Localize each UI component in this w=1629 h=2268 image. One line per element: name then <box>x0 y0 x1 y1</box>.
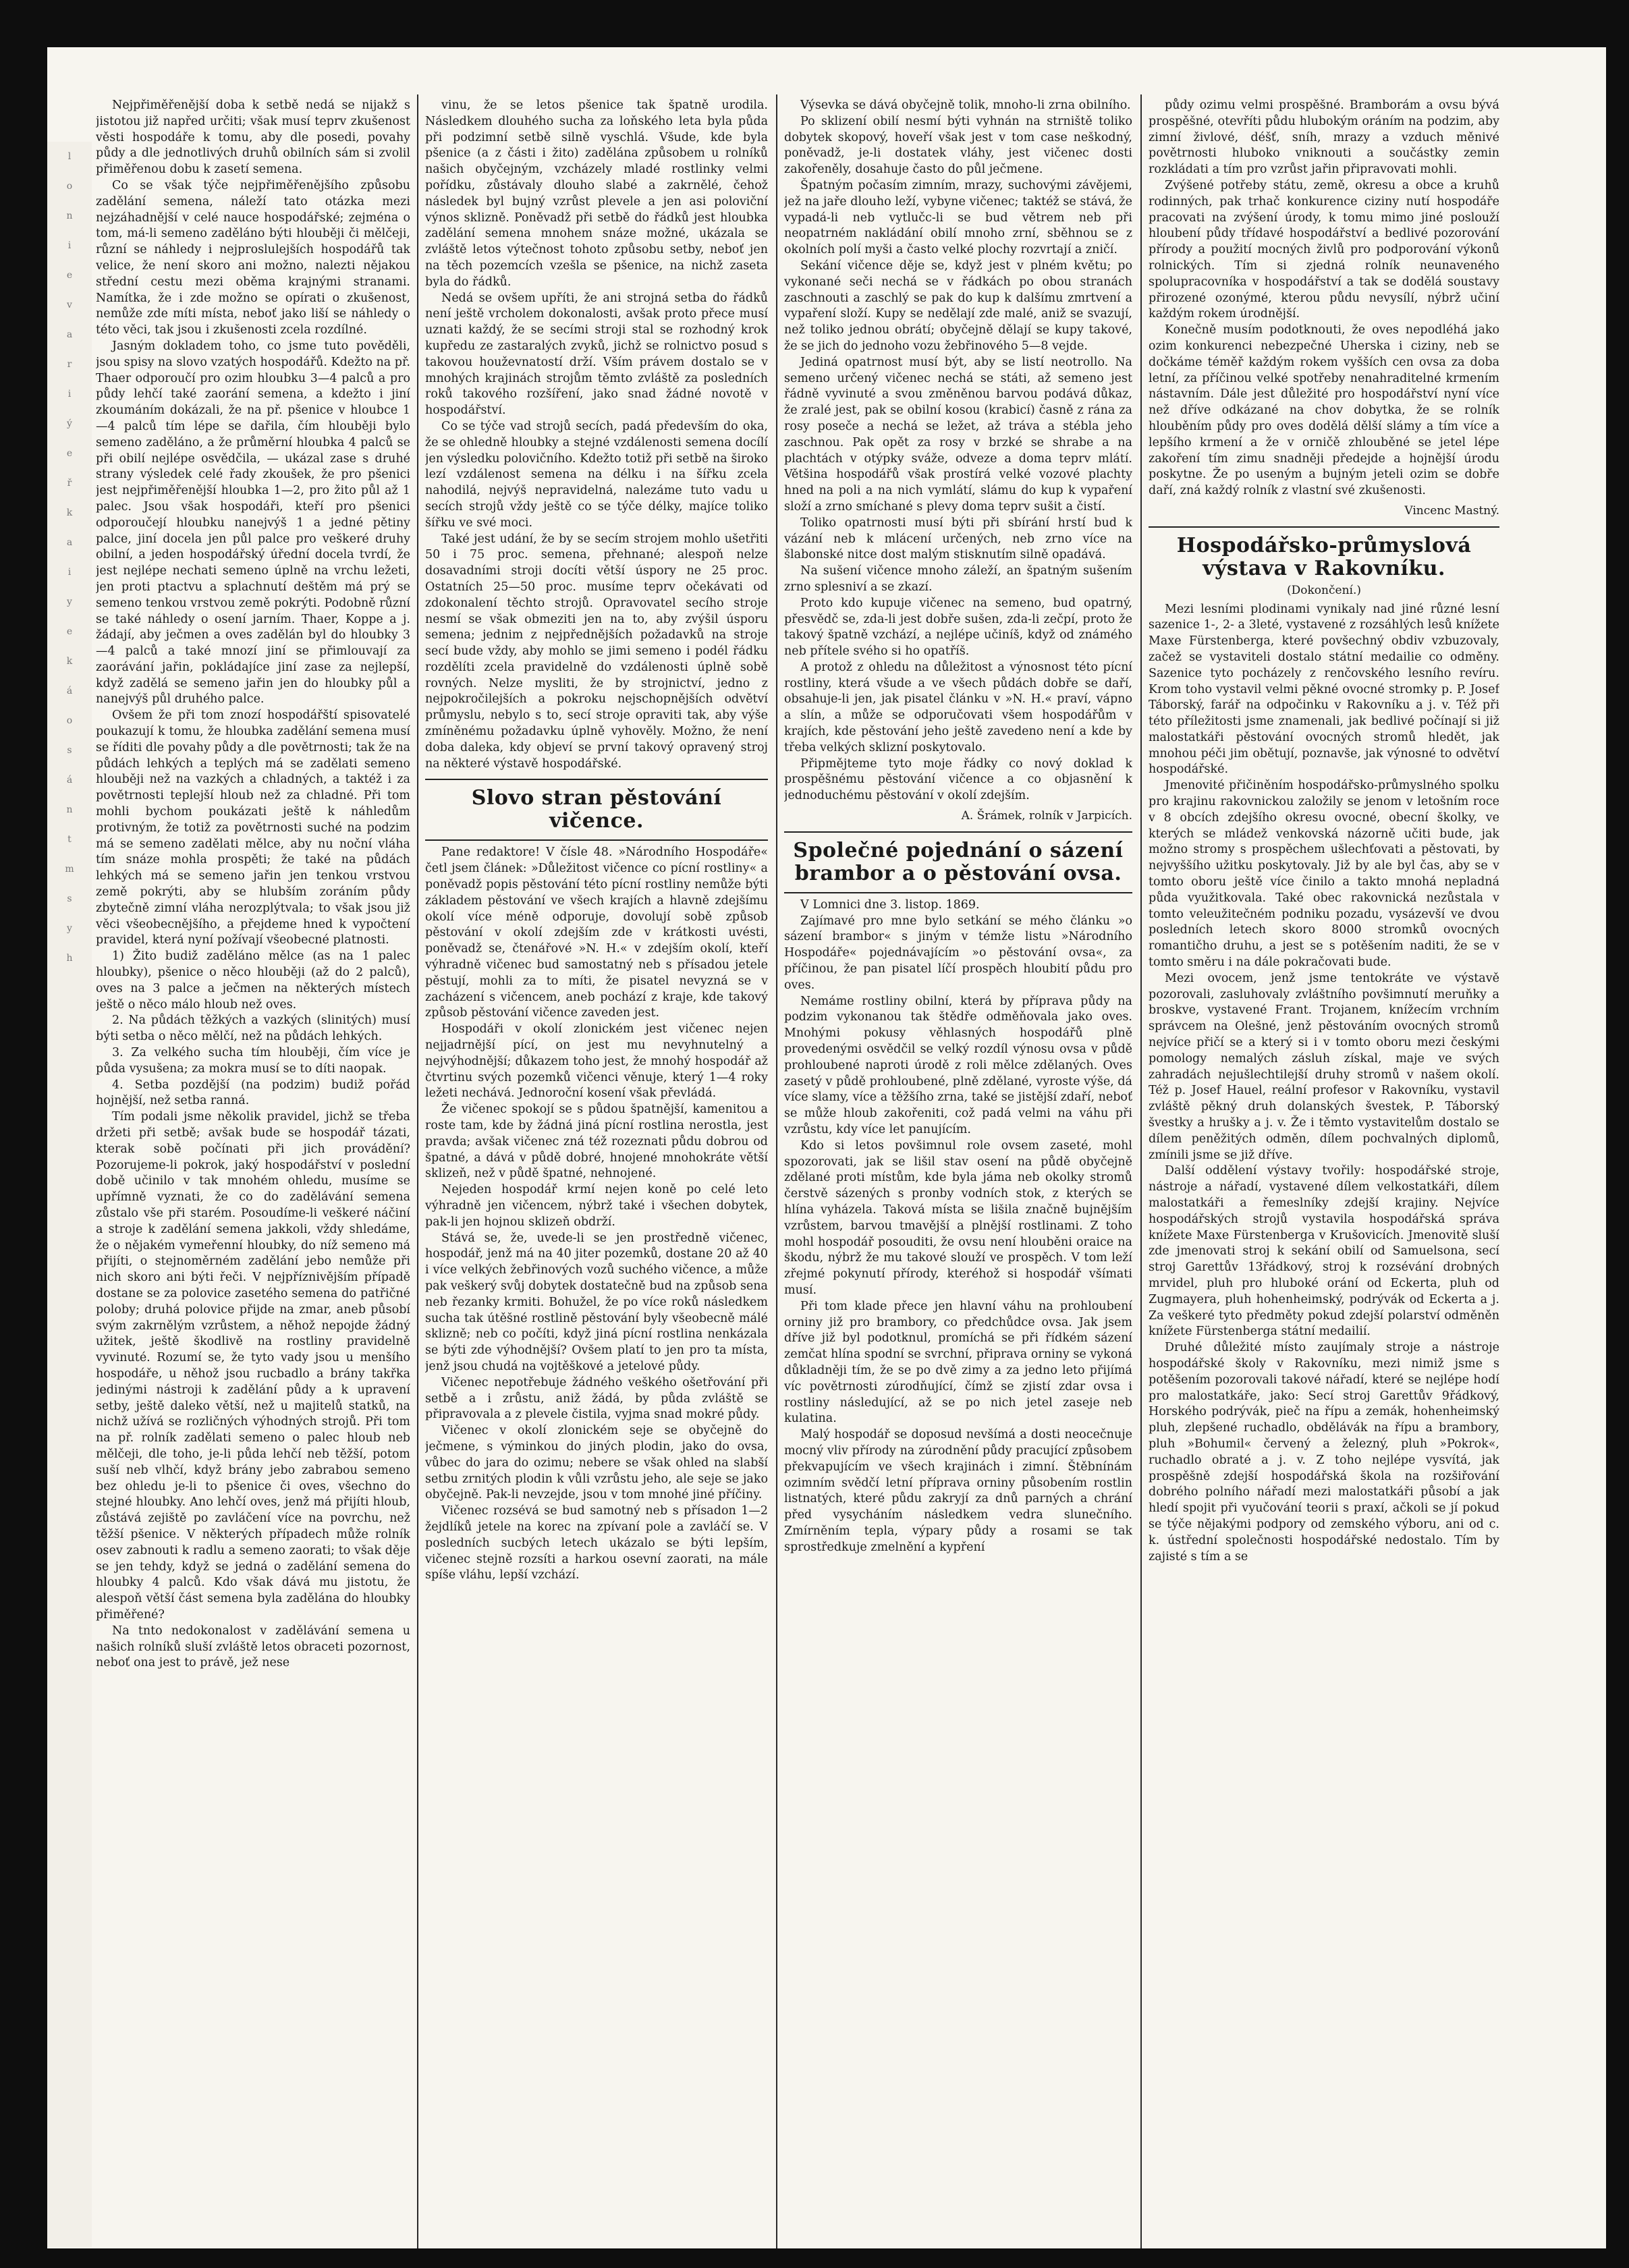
edge-letter: e <box>66 626 73 637</box>
paragraph: Na sušení vičence mnoho záleží, an špatným sušením zrno splesniví a se zkazí. <box>784 564 1132 594</box>
col3-body-2 <box>784 914 1132 1556</box>
newspaper-page <box>47 47 1606 2248</box>
dateline: V Lomnici dne 3. listop. 1869. <box>800 897 980 912</box>
paragraph: Zajímavé pro mne bylo setkání se mého článku »o sázení brambor« s jiným v témže listu »Národního Hospodáře« pojednávajícím »o pěstování ovsa«, za příčinou, že pan pisatel líčí prospěch hloubití půdu pro oves. <box>784 914 1132 992</box>
paragraph: Zvýšené potřeby státu, země, okresu a obce a kruhů rodinných, pak trhač konkurence ciziny nutí hospodáře pracovati na zvýšení úrody, k tomu mimo jiné poslouží hloubení půdy třídavé hospodářství a bedlivé pozorování přírody a použití mocných živlů pro podporování výkonů rolnických. Tím si zjedná rolník neunaveného spolupracovníka v hospodářství a tak se dodělá soustavy přirozené ozonýmé, kterou půdu nevysílí, nýbrž učiní každým rokem úrodnější. <box>1149 178 1499 321</box>
paragraph: Druhé důležité místo zaujímaly stroje a nástroje hospodářské školy v Rakovníku, mezi nimiž jsme s potěšením pozorovali takové nářadí, které se nejlépe hodí pro malostatkáře, jako: Secí stroj Garettův 9řádkový, Horského podrývák, pieč na řípu a zemák, hohenheimský pluh, zlepšené ruchadlo, obdělávák na řípu a brambory, pluh »Bohumil« červený a železný, pluh »Pokrok«, ruchadlo obraté a j. v. Z toho nejlépe vysvítá, jak prospěšně zdejší hospodářská škola na rozšiřování dobrého polního nářadí mezi malostatkáři působí a jak hledí spojit při vyučování teorii s praxí, ačkoli se jí pokud se týče nějakými podpory od zemského výboru, ani od c. k. ústřední společnosti hospodářské nedostalo. Tím by zajisté s tím a se <box>1149 1341 1499 1564</box>
paragraph: Nejeden hospodář krmí nejen koně po celé leto výhradně jen vičencem, nýbrž také i všechen dobytek, pak-li jen hojnou sklizeň obdrží. <box>425 1183 768 1229</box>
paragraph: 2. Na půdách těžkých a vazkých (slinitých) musí býti setba o něco mělčí, než na půdách lehkých. <box>96 1014 410 1044</box>
paragraph: Nejpřiměřenější doba k setbě nedá se nijakž s jistotou již napřed určiti; však musí teprv zkušenost věsti hospodáře k tomu, aby dle posedi, povahy půdy a dle jednotlivých druhů obilních sám si zvolil přiměřenou dobu k zasetí semena. <box>96 99 410 177</box>
paragraph: 3. Za velkého sucha tím hlouběji, čím více je půda vysušena; za mokra musí se to díti naopak. <box>96 1046 410 1076</box>
headline-rule <box>784 892 1132 893</box>
edge-letter: n <box>66 211 73 221</box>
paragraph: Jasným dokladem toho, co jsme tuto pověděli, jsou spisy na slovo vzatých hospodářů. Kdežto na př. Thaer odporoučí pro ozim hloubku 3—4 palců a pro půdy lehčí také zaorání semena, a kdežto i jiní zkoumáním dokázali, že na př. pšenice v hloubce 1—4 palců tím lépe se dařila, čím hlouběji bylo semeno zaděláno, a že průměrní hloubka 4 palců se při obilí nejlépe osvědčila, — ukázal zase s druhé strany výsledek celé řady zkoušek, že pro pšenici jest nejpřiměřenější hloubka 1—2, pro žito půl až 1 palec. Jsou však hospodáři, kteří pro pšenici odporoučejí hloubku nanejvýš 1 a jedné pětiny palce, jiní docela jen půl palce pro veškeré druhy obilní, a jeden hospodářský úřední docela tvrdí, že jest nejlépe nechati semeno úplně na vrchu ležeti, jen proti ptactvu a splachnutí deštěm má prý se semeno tenkou vrstvou země pokrýti. Podobně různí se také náhledy o osení jarním. Thaer, Koppe a j. žádají, aby ječmen a oves zadělán byl do hloubky 3—4 palců a také mnozí jiní se přimlouvají za zaorávání jařin, pokládajíce jiní zase za nejlepší, když zadělá se semeno jařin jen do hloubky půl a nanejvýš půl druhého palce. <box>96 339 410 707</box>
col4-body-2 <box>1149 602 1499 1566</box>
paragraph: A protož z ohledu na důležitost a výnosnost této pícní rostliny, která všude a ve všech půdách dobře se daří, obsahuje-li jen, jak pisatel článku v »N. H.« praví, vápno a slín, a může se odporučovati všem hospodářům v krajích, kde pěstování jeho ještě zavedeno není a kde by třeba velkých sklizní poskytovalo. <box>784 660 1132 754</box>
edge-letter: á <box>66 686 73 696</box>
edge-letter: ř <box>67 478 72 489</box>
headline-rule <box>784 831 1132 833</box>
paragraph: vinu, že se letos pšenice tak špatně urodila. Následkem dlouhého sucha za loňského leta byla půda při podzimní setbě silně vyschlá. Všude, kde byla pšenice (a z části i žito) zadělána způsobem u rolníků našich obyčejným, vzcházely mladé rostlinky velmi pořídku, zůstávaly dlouho slabé a zakrnělé, čehož následek byl bujný vzrůst plevele a jen asi poloviční výnos sklizně. Poněvadž při setbě do řádků jest hloubka zadělání semena mnohem snáze možné, ukázala se zvláště letos výtečnost tohoto způsobu setby, neboť jen na těch pozemcích vzešla se pšenice, na nichž zaseta byla do řádků. <box>425 99 768 289</box>
paragraph: půdy ozimu velmi prospěšné. Bramborám a ovsu bývá prospěšné, otevříti půdu hlubokým oráním na podzim, aby zimní živlové, déšť, sníh, mrazy a vzduch měnivé povětrnosti hluboko vniknouti a součástky zemin rozkládati a tím pro vzrůst jařin připravovati mohli. <box>1149 99 1499 177</box>
edge-letter: i <box>67 567 72 578</box>
headline-rule <box>425 779 768 780</box>
paragraph: Špatným počasím zimním, mrazy, suchovými závějemi, jež na jaře dlouho leží, vybyne vičenec; taktéž se stává, že vypadá-li neb vytlučc-li se bud větrem neb při neopatrném nakládání obilí mnoho zrní, sběhnou se z okolních polí myši a často velké plochy rozvrtají a zničí. <box>784 178 1132 257</box>
paragraph: Po sklizení obilí nesmí býti vyhnán na strniště toliko dobytek skopový, hoveří však jest v tom case neškodný, poněvadž, je-li dostatek vláhy, jest vičenec dosti zakořeněly, dosahuje často do půl ječmene. <box>784 114 1132 177</box>
article-signature: A. Šrámek, rolník v Jarpicích. <box>961 809 1132 823</box>
column-4 <box>1149 98 1499 2248</box>
paragraph: Malý hospodář se doposud nevšímá a dosti neocečnuje mocný vliv přírody na zúrodnění půdy pracující způsobem překvapujícím ve všech krajinách i zimní. Štěbnínám ozimním svědčí letní příprava orniny působením rostlin listnatých, které půdu zakryjí za dnů parných a chrání před vysycháním následkem vedra slunečního. Zmírněním tepla, výpary půdy a rosami se tak sprostředkuje zmelnění a kypření <box>784 1428 1132 1554</box>
headline-rule <box>425 839 768 841</box>
column-3 <box>784 98 1132 2248</box>
article-headline-brambory: Společné pojednání o sázení brambor a o pěstování ovsa. <box>793 838 1124 885</box>
paragraph: 4. Setba pozdější (na podzim) budiž pořád hojnější, než setba ranná. <box>96 1078 410 1108</box>
col2-body-2 <box>425 845 768 1584</box>
paragraph: Při tom klade přece jen hlavní váhu na prohloubení orniny již pro brambory, co předchůdce ovsa. Jak jsem dříve již byl podotknul, promíchá se při řídkém sázení zemčat hlína spodní se svrchní, připrava orniny se vykoná důkladněji tím, že se po dvě zimy a za jedno leto přijímá víc povětrnosti zúrodňující, čímž se zjistí zdar ovsa i rostliny následující, až se po nich jetel zaseje neb kulatina. <box>784 1299 1132 1426</box>
article-signature: Vincenc Mastný. <box>1404 503 1499 518</box>
edge-letter: a <box>66 537 73 548</box>
edge-letter: ý <box>67 418 72 429</box>
paragraph: Pane redaktore! V čísle 48. »Národního Hospodáře« četl jsem článek: »Důležitost vičence co pícní rostliny« a poněvadž popis pěstování této pícní rostliny nemůže býti základem pěstování ve všech krajích a hlavně zdejšímu okolí více méně odporuje, dovolují sobě způsob pěstování v okolí zdejším zde v krátkosti uvésti, poněvadž se, čtenářové »N. H.« v zdejším okolí, kteří výhradně vičenec bud samostatný neb s přísadou jetele pěstují, mohli za to míti, že pisatel nevyzná se v zacházení s vičencem, aneb pochází z kraje, kde takový způsob pěstování vičence zaveden jest. <box>425 846 768 1020</box>
edge-letter: k <box>66 507 73 518</box>
paragraph: Další oddělení výstavy tvořily: hospodářské stroje, nástroje a nářadí, vystavené dílem velkostatkáři, dílem malostatkáři a řemeslníky zdejší krajiny. Nejvíce hospodářských strojů vystavila hospodářská správa knížete Maxe Fürstenberga v Krušovicích. Jmenovitě sluší zde jmenovati stroj k sekání obilí od Samuelsona, secí stroj Garettův 13řádkový, stroj k rozsévání drobných mrvidel, pluh pro hluboké orání od Eckerta, pluh od Zugmayera, pluh hohenheimský, podrývák od Eckerta a j. Za veškeré tyto předměty pokud zdejší polarství odměněn knížete Fürstenberga státní medailií. <box>1149 1164 1499 1339</box>
edge-letter: k <box>66 656 73 667</box>
edge-letter: i <box>67 240 72 251</box>
col2-body <box>425 98 768 772</box>
edge-letter: e <box>66 448 73 459</box>
paragraph: Připmějteme tyto moje řádky co nový doklad k prospěšnému pěstování vičence a co objasnění k jednoduchému pěstování v okolí zdejším. <box>784 756 1132 803</box>
column-1 <box>96 98 410 2248</box>
col1-body-2 <box>96 1109 410 1671</box>
paragraph: Na tnto nedokonalost v zadělávání semena u našich rolníků sluší zvláště letos obraceti pozornost, neboť ona jest to právě, jež nese <box>96 1624 410 1670</box>
edge-letter: á <box>66 775 73 785</box>
paragraph: Mezi ovocem, jenž jsme tentokráte ve výstavě pozorovali, zasluhovaly zvláštního povšimnutí meruňky a broskve, vystavené Frant. Trojanem, knížecím vrchním správcem na Olešné, jenž pěstováním ovocných stromů nejvíce přičí se a který si i v tomto oboru mezi českými pomology nemalých zásluh získal, maje ve svých zahradách nejušlechtilejší druhy stromů v našem okolí. Též p. Josef Hauel, reální profesor v Rakovníku, vystavil zvláště pěkný druh dolanských švestek, P. Táborský švestky a hrušky a j. v. Že i těmto vystavitelům dostalo se dílem peněžitých odměn, dílem pochvalných diplomů, zmínili jsme se již dříve. <box>1149 971 1499 1162</box>
paragraph: Ovšem že při tom znozí hospodářští spisovatelé poukazují k tomu, že hloubka zadělání semena musí se říditi dle povahy půdy a dle povětrnosti; tak že na půdách lehkých a teplých má se zadělati semeno hlouběji než na vazkých a chladných, a taktéž i za povětrnosti teplejší hloub než za chladné. Při tom mohli bychom poukázati ještě k náhledům protivným, že totiž za povětrnosti suché na podzim má se semeno zadělati mělce, aby nu noční vláha tím snáze mohla prospěti; že také na půdách lehkých má se semeno jařin jen tenkou vrstvou země pokrýti, aby se hlubším zoráním půdy zbytečně zimní vláha nerozplýtvala; to však jsou již věci všeobecnějšího, a přejdeme hned k vypočtení pravidel, která nyní požívají všeobecné platnosti. <box>96 709 410 947</box>
edge-letter: v <box>67 300 72 310</box>
edge-letter: y <box>67 597 72 607</box>
edge-letter: n <box>66 804 73 815</box>
paragraph: 1) Žito budiž zaděláno mělce (as na 1 palec hloubky), pšenice o něco hlouběji (až do 2 palců), oves na 3 palce a ječmen na některých místech ještě o něco málo hloub než oves. <box>96 949 410 1012</box>
col1-rules <box>96 949 410 1109</box>
paragraph: Vičenec rozsévá se bud samotný neb s přísadon 1—2 žejdlíků jetele na korec na zpívaní pole a zavláčí se. V posledních sucbých letech ukázalo se býti lepším, vičenec stejně rozsíti a harkou osevní zaorati, na mále spíše vláhu, lepší vzchází. <box>425 1504 768 1582</box>
paragraph: Proto kdo kupuje vičenec na semeno, bud opatrný, přesvědč se, zda-li jest dobře sušen, zda-li zečpí, proto že takový špatně vzchází, a nejlépe učiníš, když od známého neb přítele svého si ho opatříš. <box>784 596 1132 659</box>
paragraph: Nemáme rostliny obilní, která by příprava půdy na podzim vykonanou tak štědře odměňovala jako oves. Mnohými pokusy věhlasných hospodářů plně provedenými osvědčil se velký rozdíl výnosu ovsa v půdě prohloubené naproti úrodě z roli mělce zdělaných. Oves zasetý v půdě prohloubené, plně zdělané, vyroste výše, dá více slamy, více a těžšího zrna, také se jistější zdaří, neboť se může hloub zakořeniti, což padá velmi na váhu při vzrůstu, kdy více let panujícím. <box>784 994 1132 1137</box>
column-rule <box>417 94 418 2248</box>
edge-letter: t <box>67 834 72 845</box>
edge-letter: e <box>66 270 73 281</box>
edge-letter: o <box>66 715 73 726</box>
headline-rule <box>1149 526 1499 528</box>
article-subtitle: (Dokončení.) <box>1287 583 1361 597</box>
edge-letter: r <box>67 359 72 370</box>
paragraph: Toliko opatrnosti musí býti při sbírání hrstí bud k vázání neb k mlácení určených, neb zrno více na šlabonské nitce dost malým stisknutím silně opadává. <box>784 516 1132 562</box>
article-headline-vicenec: Slovo stran pěstování vičence. <box>471 786 722 833</box>
col3-body <box>784 98 1132 804</box>
paragraph: Kdo si letos povšimnul role ovsem zaseté, mohl spozorovati, jak se lišil stav osení na půdě obyčejně zdělané proti místům, kde byla jáma neb okolky stromů čerstvě sázených s pronby vodních stok, z kterých se hlína vyházela. Taková místa se lišila značně bujnějším vzrůstem, barvou tmavější a plnější rostlinami. Z toho mohl hospodář posouditi, že ovsu není hlouběni oraice na škodu, nýbrž že mu takové slouží ve prospěch. V tom leží zřejmé pokynutí přírody, kteréhož si hospodář všímati musí. <box>784 1138 1132 1297</box>
paragraph: Co se však týče nejpřiměřenějšího způsobu zadělání semena, náleží tato otázka mezi nejzáhadnější v celé nauce hospodářské; zejména o tom, má-li semeno zaděláno býti hlouběji či mělčeji, různí se náhledy i nejproslulejších hospodářů tak velice, že není skoro ani možno, nalezti nějakou střední cestu mezi oběma krajnými stranami. Namítka, že i zde možno se opírati o zkušenost, nemůže zde míti místa, neboť jako liší se náhledy o této věci, tak jsou i zkušenosti zcela rozdílné. <box>96 178 410 337</box>
paragraph: Mezi lesními plodinami vynikaly nad jiné různé lesní sazenice 1-, 2- a 3leté, vystavené z rozsáhlých lesů knížete Maxe Fürstenberga, které povšechný obdiv vzbuzovaly, začež se vystaviteli dostalo státní medailie co odměny. Sazenice tyto pocházely z renčovského lesního revíru. Krom toho vystavil velmi pěkné ovocné stromky p. P. Josef Táborský, farář na odpočinku v Rakovníku a j. v. Též při této příležitosti jsme znamenali, jak bedlivé počínají si již malostatkáři pěstování ovocných stromů hledět, jak mnohou péči jim obětují, poznavše, jak výnosné to odvětví hospodářské. <box>1149 602 1499 777</box>
article-headline-vystava: Hospodářsko-průmyslová výstava v Rakovníku. <box>1176 533 1472 580</box>
col1-body <box>96 98 410 949</box>
edge-letter: i <box>67 389 72 399</box>
column-rule <box>1140 94 1142 2248</box>
paragraph: Vičenec nepotřebuje žádného veškého ošetřování při setbě a i zrůstu, aniž žádá, by půda zvláště se připravovala a z plevele čistila, vyjma snad mokré půdy. <box>425 1375 768 1422</box>
paragraph: Výsevka se dává obyčejně tolik, mnoho-li zrna obilního. <box>800 99 1131 112</box>
paragraph: Tím podali jsme několik pravidel, jichž se třeba držeti při setbě; avšak bude se hospodář tázati, kterak sobě počínati při jich provádění? Pozorujeme-li pokrok, jaký hospodářství v poslední době učinilo v tak mnohém ohledu, musíme se upřímně vyznati, že co do zadělávání semena zůstalo vše při starém. Posoudíme-li veškeré náčiní a stroje k zadělání semena jakkoli, vždy shledáme, že o nějakém vymeřenní hloubky, do níž semeno má přijíti, o stejnoměrném zadělání jebo nemůže při nich skoro ani býti řeči. V nejpříznivějším případě dostane se za polovice zasetého semena do patřičné poloby; druhá polovice přijde na zmar, aneb působí svým zakrnělým vzrůstem, a něhož nepojde žádný užitek, ještě škodlivě na rostliny pravidelně vyvinuté. Rozumí se, že tyto vady jsou u menšího hospodáře, u něhož jsou rucbadlo a brány takřka jedinými nástroji k zadělání půdy a k upravení setby, ještě daleko větší, než u majitelů statků, na nichž užívá se rozličných výhodných strojů. Při tom na př. rolník zadělati semeno o palec hloub neb mělčeji, dle toho, je-li půda lehčí neb těžší, potom suší neb vlhčí, když brány jebo zabrabou semeno bez ohledu je-li to pšenice či oves, všechno do stejné hloubky. Ano lehčí oves, jenž má přijíti hloub, zůstává zejiště po zavláčení více na povrchu, než těžší pšenice. V některých případech může rolník osev zabnouti k radlu a semeno zaorati; to však děje se jen tehdy, když se jedná o zadělání semena do hloubky 4 palců. Kdo však dává mu jistotu, že alespoň větší část semena byla zadělána do hloubky přiměřené? <box>96 1110 410 1622</box>
column-rule <box>776 94 777 2248</box>
col4-body <box>1149 98 1499 499</box>
edge-letter: h <box>66 953 73 964</box>
edge-letter: s <box>67 745 72 756</box>
paragraph: Stává se, že, uvede-li se jen prostředně vičenec, hospodář, jenž má na 40 jiter pozemků, dostane 20 až 40 i více velkých žebřinových vozů suchého vičence, a může pak veškerý svůj dobytek dostatečně bud na způsob sena neb řezanky krmiti. Bohužel, že po více roků následkem sucha tak útěšné rostlině pěstování byly všeobecně málé sklizně; neb co počíti, když jiná pícní rostlina nenkázala se býti zde výhodnější? Ovšem platí to jen pro ta místa, jenž jsou chudá na vojtěškové a jetelové půdy. <box>425 1231 768 1373</box>
paragraph: Nedá se ovšem upříti, že ani strojná setba do řádků není ještě vrcholem dokonalosti, avšak proto přece musí uznati každý, že se secími stroji stal se rozhodný krok kupředu ze zastaralých zvyků, jichž se rolnictvo posud s takovou houževnatostí drží. Vším právem dostalo se v mnohých krajinách strojům těmto zvláště za posledních roků takového rozšíření, jako snad žádné novotě v hospodářství. <box>425 291 768 418</box>
edge-letter: a <box>66 329 73 340</box>
edge-letter: s <box>67 893 72 904</box>
edge-letter: m <box>65 864 74 875</box>
paragraph: Konečně musím podotknouti, že oves nepodléhá jako ozim konkurenci nebezpečné Uherska i ciziny, neb se dočkáme téměř každým rokem vyšších cen ovsa za doba letní, za příčinou velké spotřeby nenahraditelné krmením nástavním. Dále jest důležité pro hospodářství nyní více než dříve odkázané na chov dobytka, že se rolník hlouběním půdy pro oves dodělá dělší slámy a tím více a lepšího krmení a že v orničě zhlouběné se jetel lépe zakoření tím zimu snadněji předejde a hojnější úrodu poskytne. Že po useným a bujným jeteli ozim se dobře daří, zná každý rolník z vlastní své zkušenosti. <box>1149 323 1499 498</box>
edge-letter: o <box>66 181 73 192</box>
adjacent-page-edge <box>47 142 92 2247</box>
paragraph: Jediná opatrnost musí být, aby se listí neotrollo. Na semeno určený vičenec nechá se státi, až semeno jest řádně vyvinuté a svou změněnou barvou podává důkaz, že zralé jest, pak se obilní kosou (krabicí) časně z rána za rosy poseče a nechá se ležet, až tráva a stébla jeho zaschnou. Pak opět za rosy v brzké se shrabe a na plachtách v otýpky sváže, odveze a doma teprv mlátí. Většina hospodářů však prostírá velké vozové plachty hned na poli a na nich vymlátí, slámu do kup k vypaření složí a zrno smíchané s plevy doma teprv sušit a čistí. <box>784 355 1132 514</box>
paragraph: Hospodáři v okolí zlonickém jest vičenec nejen nejjadrnější pící, on jest mu nevyhnutelný a nejvýhodnější; důkazem toho jest, že mnohý hospodář až čtvrtinu svých pozemků vičenci věnuje, který 1—4 roky ležeti nechává. Jednoroční kosení však převládá. <box>425 1022 768 1101</box>
paragraph: Že vičenec spokojí se s půdou špatnější, kamenitou a roste tam, kde by žádná jiná pícní rostlina nerostla, jest pravda; avšak vičenec zná též rozeznati půdu dobrou od špatné, a dává v půdě dobré, hnojené mnohokráte větší sklizeň, než v půdě špatné, nehnojené. <box>425 1103 768 1181</box>
paragraph: Vičenec v okolí zlonickém seje se obyčejně do ječmene, s výminkou do jiných plodin, jako do ovsa, vůbec do jara do ozimu; nebere se však ohled na slabší setbu zrnitých plodin k vůli vzrůstu jeho, ale seje se jako obyčejně. Pak-li nevzejde, jsou v tom mnohé jiné příčiny. <box>425 1424 768 1502</box>
paragraph: Také jest udání, že by se secím strojem mohlo ušetřiti 50 i 75 proc. semena, přehnané; alespoň nelze dosavadními stroji docíti větší úspory ne 25 proc. Ostatních 25—50 proc. musíme teprv očekávati od zdokonalení těchto strojů. Opravovatel secího stroje nesmí se však obmeziti jen na to, aby zvýšil úsporu semena; jednim z nejpřednějších požadavků na stroje secí bude vždy, aby mohlo se jimi semeno i podél řádku rozdělíti zcela pravidelně do vzdálenosti úplně sobě rovných. Nelze mysliti, že by strojnictví, jedno z nejpokročilejších a pokroku nejschopnějších odvětví průmyslu, nebylo s to, secí stroje opraviti tak, aby výše zmíněnému požadavku úplně vyhověly. Možno, že není doba daleka, kdy objeví se první takový opravený stroj na některé výstavě hospodářské. <box>425 532 768 771</box>
paragraph: Co se týče vad strojů secích, padá především do oka, že se ohledně hloubky a stejné vzdálenosti semena docílí jen výsledku polovičního. Kdežto totiž při setbě na široko lezí vzdálenost semena na délku i na šířku zcela nahodilá, nejvýš nepravidelná, nalezáme tuto vadu u secích strojů vždy ještě co se týče délky, majíce toliko šířku ve své moci. <box>425 419 768 530</box>
edge-letter: y <box>67 923 72 934</box>
column-2 <box>425 98 768 2248</box>
paragraph: Jmenovité přičiněním hospodářsko-průmyslného spolku pro krajinu rakovnickou založily se jenom v letošním roce v 8 obcích zdejšího okresu ovocné, obecní školky, ve kterých se mládež venkovská názorně učiti bude, jak možno stromy s prospěchem ušlechťovati a pěstovati, by nejvyššího užitku poskytovaly. Již by ale byl čas, aby se v tomto oboru ještě více činilo a takto mnohá nepladná půda využitkovala. Také obec rakovnická nezůstala v tomto veleužitečném podniku pozadu, vysázevší ve dvou posledních letech skoro 8000 stromků ovocných romantičho druhu, a jest se s potěšením naditi, že se v tomto směru i na dále pokračovati bude. <box>1149 779 1499 970</box>
paragraph: Sekání vičence děje se, když jest v plném květu; po vykonané seči nechá se v řádkách po obou stranách zaschnouti a zaschlý se pak do kup k dalšímu zmrtvení a vypaření složí. Kupy se nedělají zde malé, aniž se svazují, než toliko jednou obrátí; obyčejně dělají se kupy takové, že se jich do jednoho vozu žebřinového 5—8 vejde. <box>784 258 1132 353</box>
edge-letter: l <box>67 151 72 162</box>
